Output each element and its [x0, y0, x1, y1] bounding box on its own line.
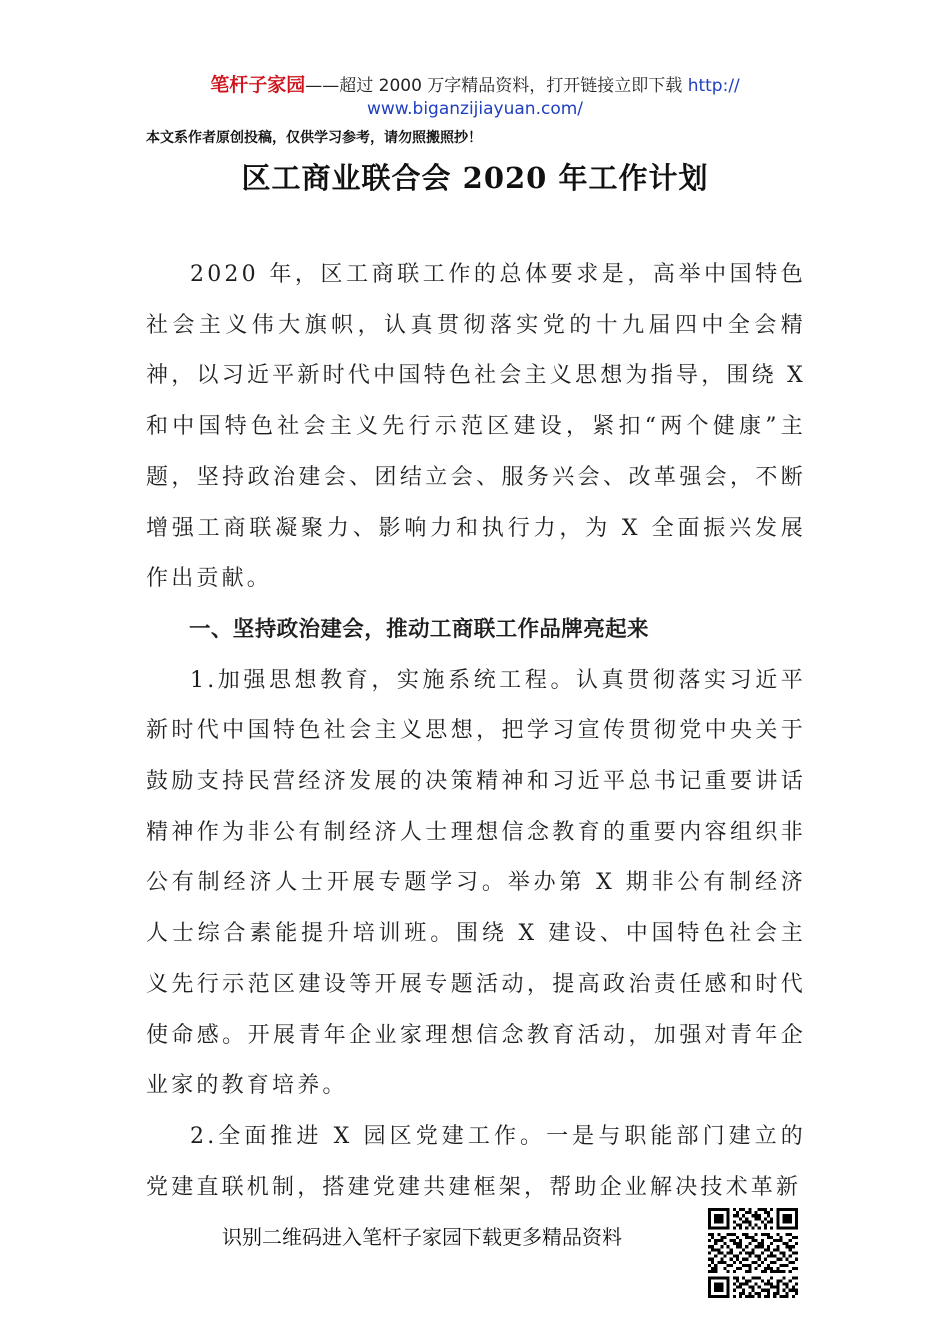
qr-code-icon[interactable]	[708, 1208, 798, 1298]
footer-qr-caption: 识别二维码进入笔杆子家园下载更多精品资料	[222, 1225, 622, 1249]
header-tagline: ——超过 2000 万字精品资料，打开链接立即下载	[305, 76, 688, 96]
download-link-part1[interactable]: http://	[687, 76, 740, 96]
brand-name: 笔杆子家园	[210, 74, 306, 96]
disclaimer-text: 本文系作者原创投稿，仅供学习参考，请勿照搬照抄！	[146, 130, 482, 146]
section-heading-1: 一、坚持政治建会，推动工商联工作品牌亮起来	[189, 616, 649, 642]
download-link-part2[interactable]: www.biganzijiayuan.com/	[366, 99, 584, 119]
document-body	[146, 250, 806, 1213]
paragraph-item-2: 2.全面推进 X 园区党建工作。一是与职能部门建立的党建直联机制，搭建党建共建框架，帮助企业解决技术革新	[146, 1123, 806, 1200]
intro-paragraph: 2020 年，区工商联工作的总体要求是，高举中国特色社会主义伟大旗帜，认真贯彻落实党的十九届四中全会精神，以习近平新时代中国特色社会主义思想为指导，围绕 X 和中国特色社会主义先行示范区建设，紧扣“两个健康”主题，坚持政治建会、团结立会、服务兴会、改革强会，不断增强工商联凝聚力、影响力和执行力，为 X 全面振兴发展作出贡献。	[146, 262, 806, 592]
header-promo-line	[0, 74, 950, 97]
paragraph-item-1: 1.加强思想教育，实施系统工程。认真贯彻落实习近平新时代中国特色社会主义思想，把学习宣传贯彻党中央关于鼓励支持民营经济发展的决策精神和习近平总书记重要讲话精神作为非公有制经济人士理想信念教育的重要内容组织非公有制经济人士开展专题学习。举办第 X 期非公有制经济人士综合素能提升培训班。围绕 X 建设、中国特色社会主义先行示范区建设等开展专题活动，提高政治责任感和时代使命感。开展青年企业家理想信念教育活动，加强对青年企业家的教育培养。	[146, 667, 806, 1099]
document-title: 区工商业联合会 2020 年工作计划	[241, 161, 709, 195]
